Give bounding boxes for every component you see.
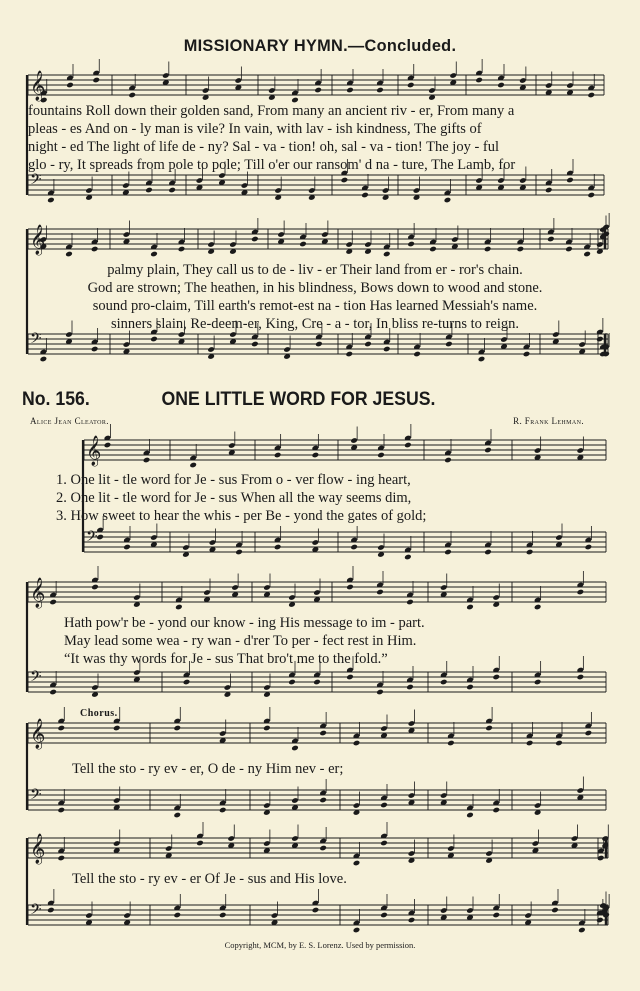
note-head (104, 442, 112, 449)
note-head (475, 77, 483, 84)
note-head (526, 549, 534, 556)
hymn-number: No. 156. (22, 389, 90, 410)
note-head (547, 236, 555, 243)
note-head (444, 549, 452, 556)
note-head (346, 674, 354, 681)
note-head (585, 730, 593, 737)
note-head (406, 599, 414, 606)
bass-clef-icon: 𝄢 (86, 528, 98, 549)
note-head (145, 187, 153, 194)
note-head (113, 725, 121, 732)
note-head (196, 840, 204, 847)
bass-clef-icon: 𝄢 (30, 786, 42, 807)
note-head (596, 917, 604, 924)
note-head (596, 336, 604, 343)
note-head (566, 177, 574, 184)
note-head (91, 246, 99, 253)
hymn-title: ONE LITTLE WORD FOR JESUS. (161, 389, 436, 410)
note-head (312, 907, 320, 914)
note-head (66, 82, 74, 89)
note-head (555, 740, 563, 747)
note-head (173, 812, 181, 819)
note-head (57, 855, 65, 862)
lyric-line: God are strown; The heathen, in his blindness, Bows down to wood and stone. (87, 280, 543, 296)
note-head (57, 725, 65, 732)
note-head (404, 442, 412, 449)
note-head (49, 689, 57, 696)
chorus-lyric-line: Tell the sto - ry ev - er Of Je - sus and His love. (72, 871, 347, 887)
note-head (189, 462, 197, 469)
treble-clef-icon: 𝄞 (86, 436, 102, 466)
treble-clef-icon: 𝄞 (30, 71, 46, 101)
note-head (484, 447, 492, 454)
note-head (492, 674, 500, 681)
note-head (444, 457, 452, 464)
note-head (364, 341, 372, 348)
lyric-line: Hath pow'r be - yond our know - ing His message to im - part. (64, 615, 425, 631)
note-head (346, 584, 354, 591)
note-head (57, 807, 65, 814)
bass-clef-icon: 𝄢 (30, 668, 42, 689)
note-head (65, 251, 73, 258)
note-head (251, 341, 259, 348)
note-head (413, 351, 421, 358)
composer-credit: R. Frank Lehman. (513, 416, 584, 426)
note-head (406, 684, 414, 691)
note-head (219, 912, 227, 919)
lyric-line: night - ed The light of life de - ny? Sal - va - tion! oh, sal - va - tion! The joy - ful (28, 139, 500, 155)
note-head (178, 246, 186, 253)
lyric-line: sound pro-claim, Till earth's remot-est na - tion Has learned Messiah's name. (92, 298, 538, 314)
lyric-line: “It was thy words for Je - sus That bro't me to the fold.” (64, 651, 388, 667)
bass-clef-icon: 𝄢 (30, 330, 42, 351)
note-head (353, 740, 361, 747)
note-head (407, 241, 415, 248)
note-head (91, 346, 99, 353)
note-head (534, 679, 542, 686)
note-head (534, 604, 542, 611)
note-head (319, 845, 327, 852)
note-head (353, 860, 361, 867)
note-head (361, 192, 369, 199)
note-head (517, 246, 525, 253)
note-head (383, 346, 391, 353)
note-head (404, 554, 412, 561)
note-head (173, 912, 181, 919)
lyric-line: 1. One lit - tle word for Je - sus From o - ver flow - ing heart, (56, 472, 411, 488)
note-head (376, 589, 384, 596)
note-head (466, 684, 474, 691)
note-head (565, 246, 573, 253)
note-head (128, 92, 136, 99)
note-head (583, 251, 591, 258)
note-head (346, 87, 354, 94)
note-head (492, 912, 500, 919)
note-head (578, 927, 586, 934)
hymn-heading (22, 389, 580, 411)
note-head (313, 679, 321, 686)
note-head (173, 725, 181, 732)
treble-clef-icon: 𝄞 (30, 578, 46, 608)
bass-clef-icon: 𝄢 (30, 901, 42, 922)
note-head (319, 797, 327, 804)
note-head (123, 544, 131, 551)
note-head (523, 351, 531, 358)
note-head (445, 341, 453, 348)
lyric-line: glo - ry, It spreads from pole to pole; Till o'er our ransom' d na - ture, The Lamb, for (28, 157, 516, 173)
lyricist-credit: Alice Jean Cleator. (30, 416, 109, 426)
note-head (377, 452, 385, 459)
note-head (587, 92, 595, 99)
note-head (466, 604, 474, 611)
note-head (168, 187, 176, 194)
note-head (314, 87, 322, 94)
note-head (380, 840, 388, 847)
note-head (312, 452, 320, 459)
running-title: MISSIONARY HYMN.—Concluded. (183, 36, 457, 55)
note-head (315, 341, 323, 348)
note-head (92, 77, 100, 84)
note-head (440, 679, 448, 686)
note-head (577, 674, 585, 681)
note-head (350, 544, 358, 551)
note-head (91, 584, 99, 591)
note-head (274, 452, 282, 459)
copyright-notice: Copyright, MCM, by E. S. Lorenz. Used by permission. (224, 940, 416, 950)
note-head (478, 356, 486, 363)
lyric-line: 3. How sweet to hear the whis - per Be - yond the gates of gold; (56, 508, 427, 524)
note-head (585, 544, 593, 551)
note-head (485, 725, 493, 732)
treble-clef-icon: 𝄞 (30, 834, 46, 864)
note-head (40, 356, 48, 363)
chorus-lyric-line: Tell the sto - ry ev - er, O de - ny Him nev - er; (72, 761, 344, 777)
note-head (383, 251, 391, 258)
note-head (376, 87, 384, 94)
note-head (484, 549, 492, 556)
note-head (466, 812, 474, 819)
note-head (407, 82, 415, 89)
bass-clef-icon: 𝄢 (30, 171, 42, 192)
lyric-line: 2. One lit - tle word for Je - sus When all the way seems dim, (56, 490, 412, 506)
note-head (175, 604, 183, 611)
note-head (49, 599, 57, 606)
note-head (341, 177, 349, 184)
note-head (263, 725, 271, 732)
note-head (444, 197, 452, 204)
note-head (376, 689, 384, 696)
note-head (183, 679, 191, 686)
note-head (47, 197, 55, 204)
note-head (319, 730, 327, 737)
note-head (587, 192, 595, 199)
note-head (429, 246, 437, 253)
note-head (380, 802, 388, 809)
lyric-line: palmy plain, They call us to de - liv - er Their land from er - ror's chain. (107, 262, 523, 278)
note-head (380, 912, 388, 919)
note-head (526, 740, 534, 747)
note-head (150, 251, 158, 258)
note-head (47, 907, 55, 914)
note-head (545, 187, 553, 194)
note-head (299, 241, 307, 248)
note-head (408, 917, 416, 924)
treble-clef-icon: 𝄞 (30, 719, 46, 749)
note-head (150, 336, 158, 343)
note-head (345, 351, 353, 358)
lyric-line: sinners slain, Re-deem-er, King, Cre - a - tor, In bliss re-turns to reign. (111, 316, 519, 332)
note-head (143, 457, 151, 464)
note-head (235, 549, 243, 556)
note-head (274, 544, 282, 551)
lyric-line: pleas - es And on - ly man is vile? In vain, with lav - ish kindness, The gifts of (28, 121, 482, 137)
note-head (251, 236, 259, 243)
note-head (291, 745, 299, 752)
note-head (447, 740, 455, 747)
note-head (577, 589, 585, 596)
chorus-label: Chorus. (80, 708, 118, 719)
note-head (219, 807, 227, 814)
note-head (484, 246, 492, 253)
lyric-line: fountains Roll down their golden sand, From many an ancient riv - er, From many a (28, 103, 515, 119)
note-head (288, 679, 296, 686)
note-head (353, 927, 361, 934)
note-head (497, 82, 505, 89)
note-head (551, 907, 559, 914)
note-head (492, 807, 500, 814)
treble-clef-icon: 𝄞 (30, 225, 46, 255)
lyric-line: May lead some wea - ry wan - d'rer To per - fect rest in Him. (64, 633, 417, 649)
